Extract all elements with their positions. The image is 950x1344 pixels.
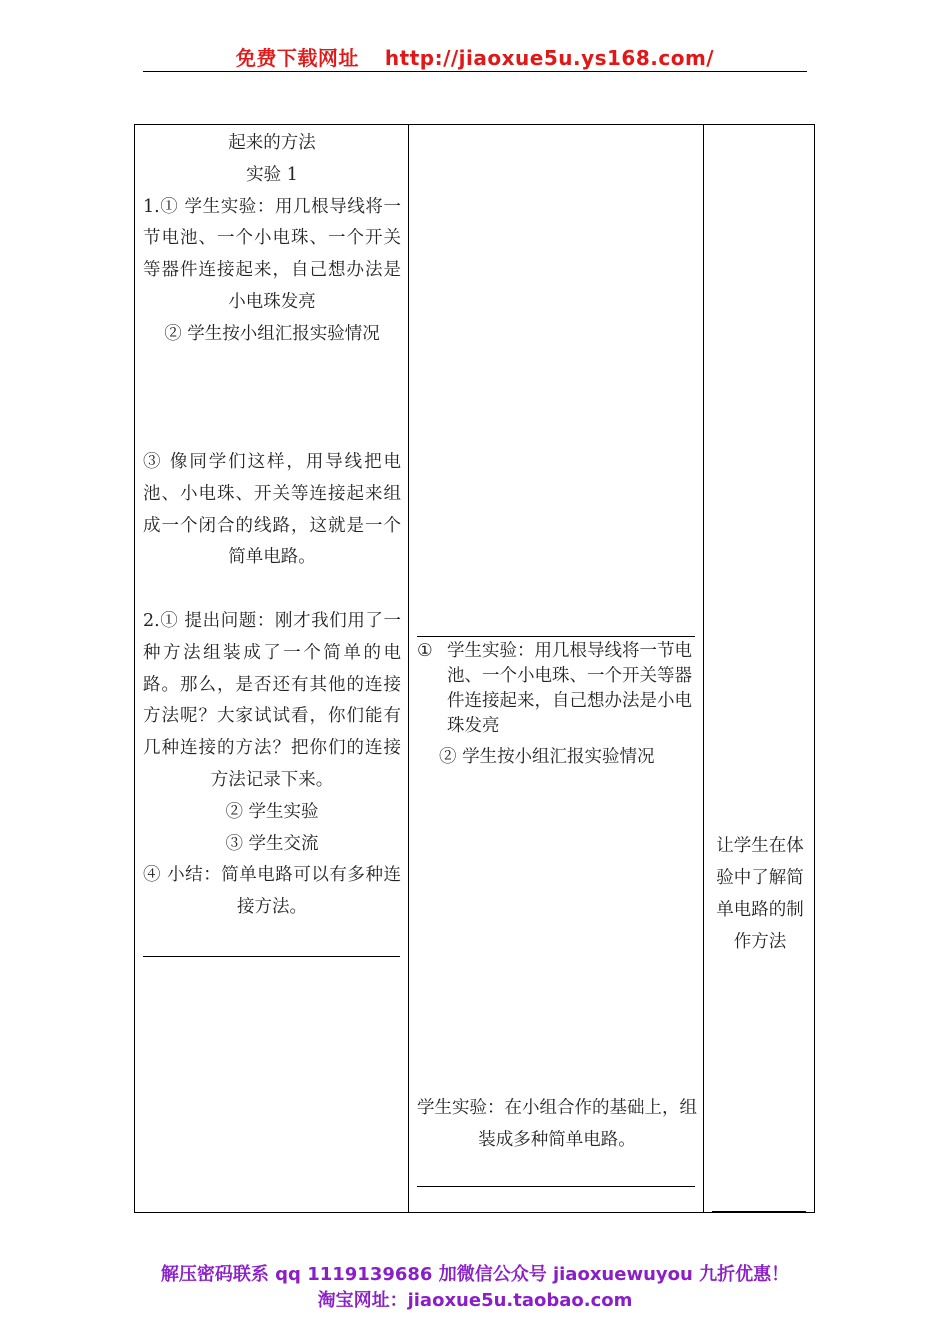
student-step-2: ② 学生按小组汇报实验情况 (439, 747, 655, 767)
col2-rule-top (417, 636, 695, 637)
step-2-1: 2.① 提出问题：刚才我们用了一种方法组装成了一个简单的电路。那么，是否还有其他的连接方法呢？大家试试看，你们能有几种连接的方法？把你们的连接方法记录下来。 (143, 611, 401, 790)
col1-rule (143, 956, 400, 957)
teacher-activity-block-2 (143, 447, 401, 574)
col2-rule-bottom (417, 1186, 695, 1187)
step-2-2: ② 学生实验 (225, 801, 319, 822)
footer-shop-link[interactable]: 淘宝网址：jiaoxue5u.taobao.com (317, 1290, 633, 1311)
step-2-4: ④ 小结：简单电路可以有多种连接方法。 (143, 865, 401, 918)
header-rule (143, 71, 807, 72)
teacher-activity-block-3 (143, 606, 401, 924)
site-url-link[interactable]: http://jiaoxue5u.ys168.com/ (384, 46, 715, 70)
page-header (0, 42, 950, 71)
student-activity-column (417, 639, 697, 770)
student-experiment-note: 学生实验：在小组合作的基础上，组装成多种简单电路。 (417, 1098, 697, 1150)
design-intent-text: 让学生在体验中了解简单电路的制作方法 (716, 836, 804, 952)
column-divider-1 (408, 124, 409, 1213)
student-step-1-text: 学生实验：用几根导线将一节电池、一个小电珠、一个开关等器件连接起来，自己想办法是小电珠发亮 (447, 641, 692, 736)
student-step-1-number: ① (417, 641, 433, 661)
footer-contact: 解压密码联系 qq 1119139686 加微信公众号 jiaoxuewuyou 九折优惠！ (160, 1264, 790, 1285)
experiment-heading: 实验 1 (246, 164, 298, 185)
step-1-3: ③ 像同学们这样，用导线把电池、小电珠、开关等连接起来组成一个闭合的线路，这就是一个简单电路。 (143, 452, 401, 568)
site-label: 免费下载网址 (235, 46, 359, 70)
paragraph-continuation: 起来的方法 (228, 133, 316, 153)
step-2-3: ③ 学生交流 (225, 833, 319, 854)
student-step-1 (417, 639, 697, 739)
column-divider-2 (703, 124, 704, 1213)
step-1-2: ② 学生按小组汇报实验情况 (164, 323, 380, 344)
step-1-1: 1.① 学生实验：用几根导线将一节电池、一个小电珠、一个开关等器件连接起来，自己想办法是小电珠发亮 (143, 196, 401, 312)
teacher-activity-column (143, 128, 401, 351)
col3-rule (712, 1211, 806, 1212)
